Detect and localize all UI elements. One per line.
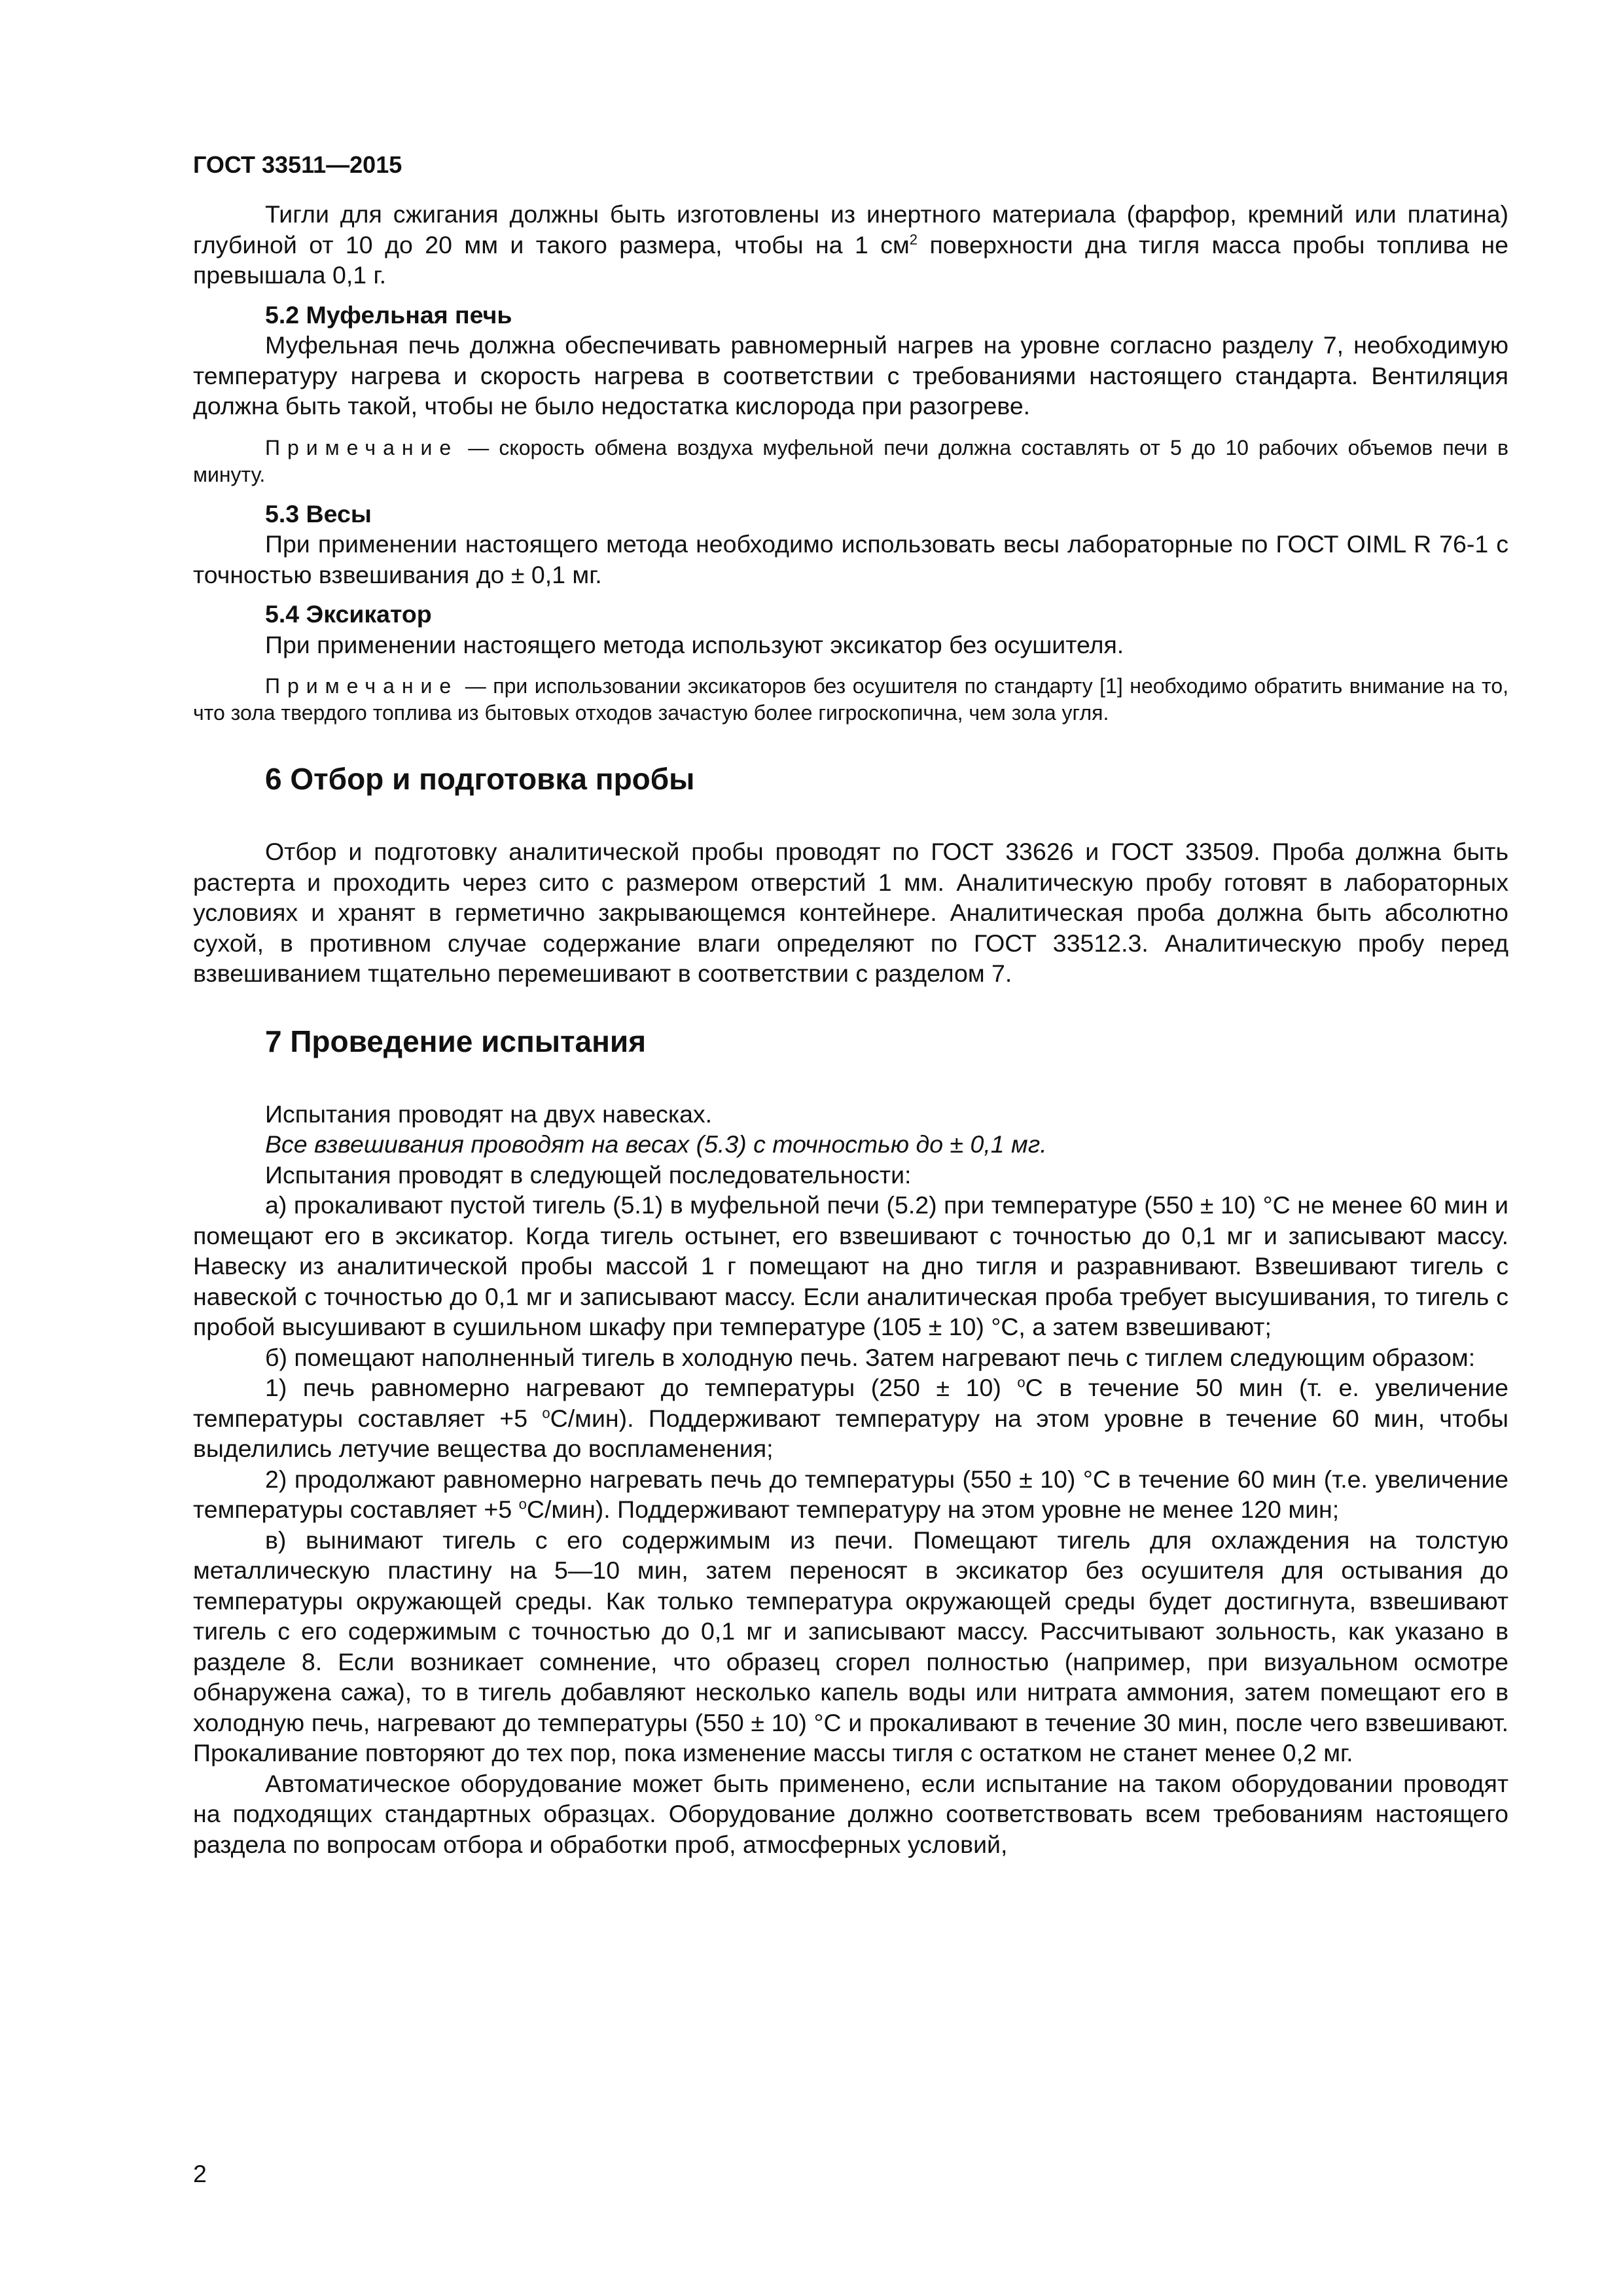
- list-item-a: а) прокаливают пустой тигель (5.1) в муфельной печи (5.2) при температуре (550 ± 10) °С не менее 60 мин и помещают его в эксикатор. Когда тигель остынет, его взвешивают с точностью до 0,1 мг и записывают массу. Навеску из аналитической пробы массой 1 г помещают на дно тигля и разравнивают. Взвешивают тигель с навеской с точностью до 0,1 мг и записывают массу. Если аналитическая проба требует высушивания, то тигель с пробой высушивают в сушильном шкафу при температуре (105 ± 10) °С, а затем взвешивают;: [193, 1191, 1508, 1340]
- paragraph-automatic-equipment: Автоматическое оборудование может быть применено, если испытание на таком оборудовании проводят на подходящих стандартных образцах. Оборудование должно соответствовать всем требованиям настоящего раздела по вопросам отбора и обработки проб, атмосферных условий,: [193, 1769, 1508, 1858]
- note-label: Примечание: [265, 435, 459, 459]
- paragraph-7-1: Испытания проводят на двух навесках.: [265, 1100, 713, 1128]
- paragraph-5-3: При применении настоящего метода необходимо использовать весы лабораторные по ГОСТ OIML R 76-1 с точностью взвешивания до ± 0,1 мг.: [193, 530, 1508, 588]
- heading-5-4: 5.4 Эксикатор: [265, 600, 432, 628]
- document-header: ГОСТ 33511—2015: [193, 151, 402, 178]
- note-5-2: Примечание — скорость обмена воздуха муфельной печи должна составлять от 5 до 10 рабочих объемов печи в минуту.: [193, 435, 1508, 486]
- list-item-b: б) помещают наполненный тигель в холодную печь. Затем нагревают печь с тиглем следующим образом:: [265, 1343, 1476, 1371]
- superscript: 2: [909, 231, 918, 247]
- note-5-4: Примечание — при использовании эксикаторов без осушителя по стандарту [1] необходимо обратить внимание на то, что зола твердого топлива из бытовых отходов зачастую более гигроскопична, чем зола угля.: [193, 674, 1508, 725]
- note-label: Примечание: [265, 674, 459, 698]
- superscript: о: [518, 1496, 527, 1513]
- paragraph-7-2: Все взвешивания проводят на весах (5.3) с точностью до ± 0,1 мг.: [265, 1130, 1047, 1158]
- heading-section-6: 6 Отбор и подготовка пробы: [265, 762, 695, 796]
- heading-5-2: 5.2 Муфельная печь: [265, 300, 512, 329]
- list-item-b1: 1) печь равномерно нагревают до температуры (250 ± 10) $^о$С в течение 50 мин (т. е. увеличение температуры составляет +5 $^о$С/мин). Поддерживают температуру на этом уровне в течение 60 мин, чтобы выделились летучие вещества до воспламенения;: [193, 1374, 1508, 1462]
- superscript: о: [542, 1405, 550, 1421]
- page-number: 2: [193, 2160, 207, 2187]
- list-item-v: в) вынимают тигель с его содержимым из печи. Помещают тигель для охлаждения на толстую металлическую пластину на 5—10 мин, затем переносят в эксикатор без осушителя для остывания до температуры окружающей среды. Как только температура окружающей среды будет достигнута, взвешивают тигель с его содержимым с точностью до 0,1 мг и записывают массу. Рассчитывают зольность, как указано в разделе 8. Если возникает сомнение, что образец сгорел полностью (например, при визуальном осмотре обнаружена сажа), то в тигель добавляют несколько капель воды или нитрата аммония, затем помещают его в холодную печь, нагревают до температуры (550 ± 10) °С и прокаливают в течение 30 мин, после чего взвешивают. Прокаливание повторяют до тех пор, пока изменение массы тигля с остатком не станет менее 0,2 мг.: [193, 1526, 1508, 1767]
- paragraph-5-2: Муфельная печь должна обеспечивать равномерный нагрев на уровне согласно разделу 7, необходимую температуру нагрева и скорость нагрева в соответствии с требованиями настоящего стандарта. Вентиляция должна быть такой, чтобы не было недостатка кислорода при разогреве.: [193, 331, 1508, 420]
- paragraph-crucible: Тигли для сжигания должны быть изготовлены из инертного материала (фарфор, кремний или платина) глубиной от 10 до 20 мм и такого размера, чтобы на 1 $см^2$ поверхности дна тигля масса пробы топлива не превышала 0,1 г.: [193, 200, 1508, 289]
- paragraph-7-3: Испытания проводят в следующей последовательности:: [265, 1160, 912, 1189]
- paragraph-section-6: Отбор и подготовку аналитической пробы проводят по ГОСТ 33626 и ГОСТ 33509. Проба должна быть растерта и проходить через сито с размером отверстий 1 мм. Аналитическую пробу готовят в лабораторных условиях и хранят в герметично закрывающемся контейнере. Аналитическая проба должна быть абсолютно сухой, в противном случае содержание влаги определяют по ГОСТ 33512.3. Аналитическую пробу перед взвешиванием тщательно перемешивают в соответствии с разделом 7.: [193, 838, 1508, 987]
- paragraph-5-4: При применении настоящего метода используют эксикатор без осушителя.: [265, 630, 1124, 658]
- heading-section-7: 7 Проведение испытания: [265, 1024, 647, 1058]
- list-item-b2: 2) продолжают равномерно нагревать печь до температуры (550 ± 10) °С в течение 60 мин (т.е. увеличение температуры составляет +5 $^о$С/мин). Поддерживают температуру на этом уровне не менее 120 мин;: [193, 1465, 1508, 1523]
- heading-5-3: 5.3 Весы: [265, 499, 372, 528]
- document-body: [193, 199, 1508, 1859]
- superscript: о: [1017, 1374, 1026, 1391]
